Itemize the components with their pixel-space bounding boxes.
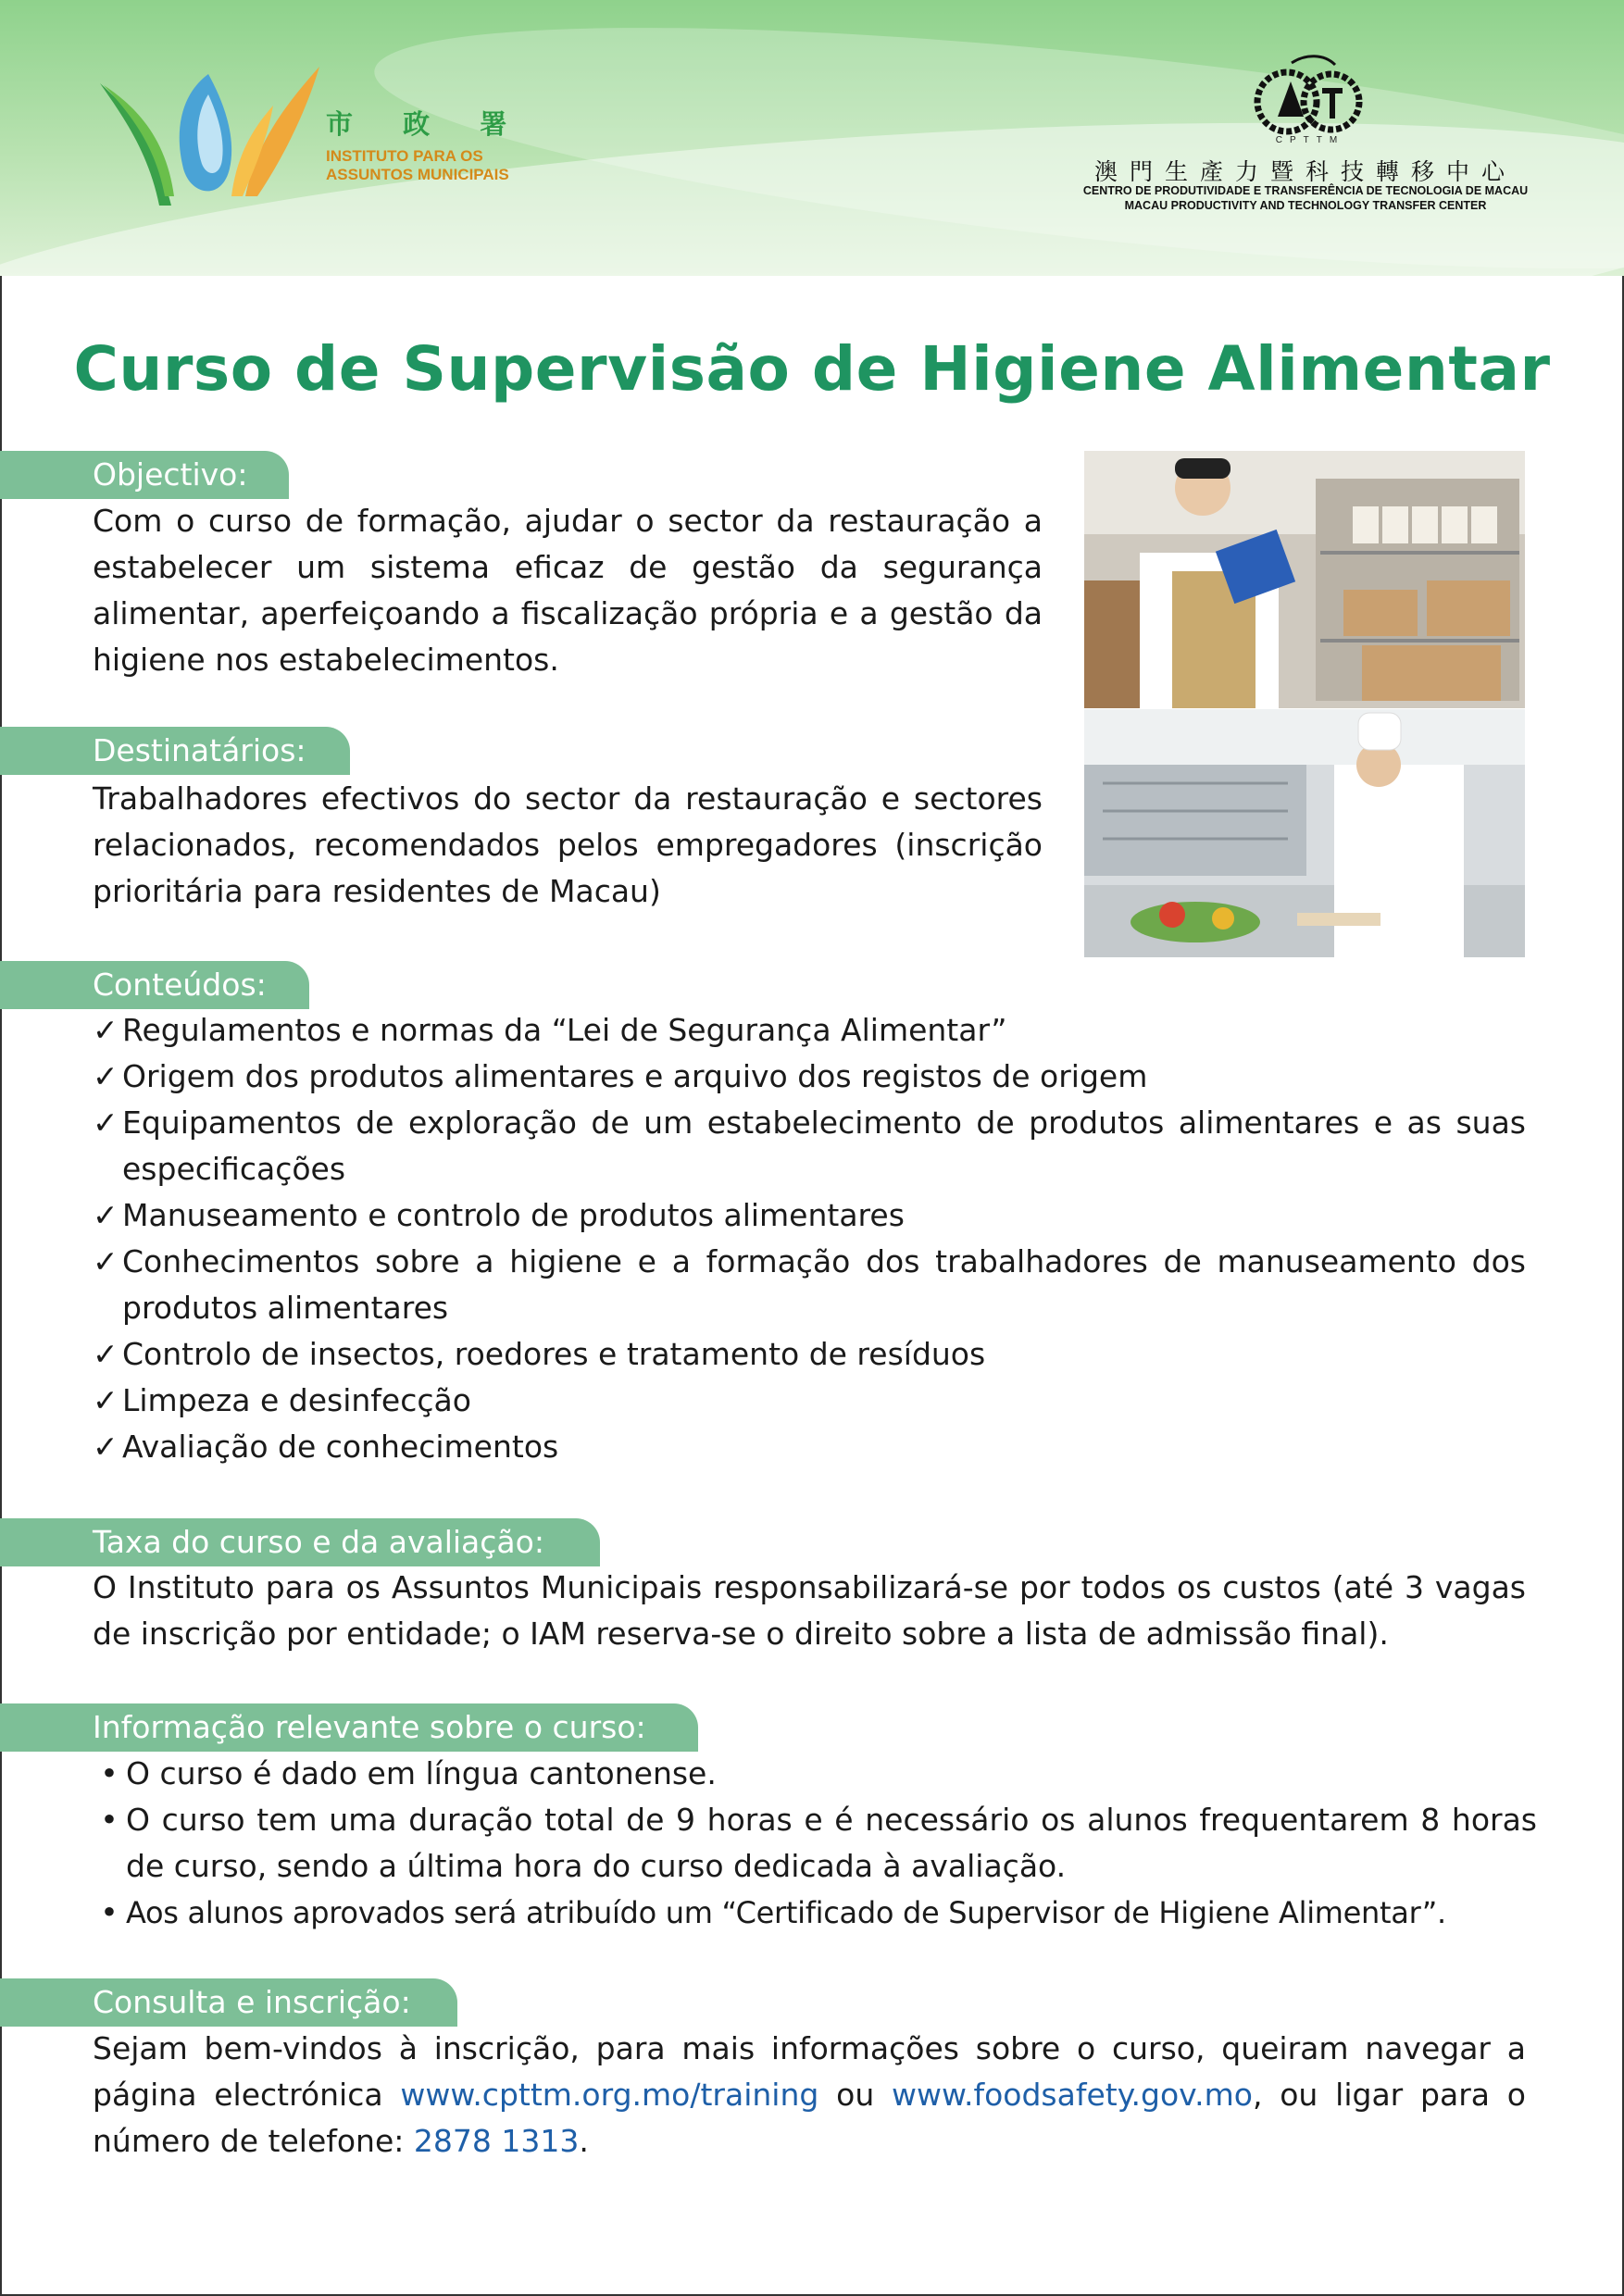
section-heading-conteudos: Conteúdos: (0, 961, 309, 1009)
list-item: ✓ Regulamentos e normas da “Lei de Segurança Alimentar” (93, 1007, 1526, 1054)
informacao-list (93, 1751, 1537, 1936)
list-item: ✓ Manuseamento e controlo de produtos alimentares (93, 1192, 1526, 1239)
section-heading-informacao: Informação relevante sobre o curso: (0, 1703, 698, 1752)
cpttm-name-pt: CENTRO DE PRODUTIVIDADE E TRANSFERÊNCIA DE TECNOLOGIA DE MACAU (1082, 184, 1529, 197)
list-item: • Aos alunos aprovados será atribuído um “Certificado de Supervisor de Higiene Alimentar”. (93, 1890, 1537, 1936)
check-icon: ✓ (93, 1429, 119, 1465)
check-icon: ✓ (93, 1336, 119, 1372)
bullet-icon: • (100, 1894, 119, 1930)
page-title: Curso de Supervisão de Higiene Alimentar (73, 333, 1551, 405)
taxa-text: O Instituto para os Assuntos Municipais responsabilizará-se por todos os custos (até 3 vagas de inscrição por entidade; o IAM reserva-se o direito sobre a lista de admissão final). (93, 1569, 1526, 1652)
objectivo-text: Com o curso de formação, ajudar o sector da restauração a estabelecer um sistema eficaz de gestão da segurança alimentar, aperfeiçoando a fiscalização própria e a gestão da higiene nos estabelecimentos. (93, 503, 1043, 678)
list-item: • O curso é dado em língua cantonense. (93, 1751, 1537, 1797)
cpttm-name-en: MACAU PRODUCTIVITY AND TECHNOLOGY TRANSFER CENTER (1124, 199, 1487, 212)
cpttm-training-link[interactable]: www.cpttm.org.mo/training (400, 2077, 819, 2113)
check-icon: ✓ (93, 1382, 119, 1418)
iam-logo-icon (93, 57, 324, 215)
section-heading-destinatarios: Destinatários: (0, 727, 350, 775)
destinatarios-text: Trabalhadores efectivos do sector da restauração e sectores relacionados, recomendados pelos empregadores (inscrição prioritária para residentes de Macau) (93, 780, 1043, 909)
check-icon: ✓ (93, 1243, 119, 1279)
list-item: ✓ Conhecimentos sobre a higiene e a formação dos trabalhadores de manuseamento dos produtos alimentares (93, 1239, 1526, 1331)
consulta-text: Sejam bem-vindos à inscrição, para mais informações sobre o curso, queiram navegar a página electrónica www.cpttm.org.mo/training ou www.foodsafety.gov.mo, ou ligar para o número de telefone: 2878 1313. (93, 2030, 1526, 2159)
iam-name-cn: 市 政 署 (326, 108, 528, 140)
iam-name-pt-line2: ASSUNTOS MUNICIPAIS (326, 166, 509, 183)
check-icon: ✓ (93, 1197, 119, 1233)
list-item: ✓ Controlo de insectos, roedores e tratamento de resíduos (93, 1331, 1526, 1378)
iam-name-pt-line1: INSTITUTO PARA OS (326, 147, 483, 165)
cpttm-logo-icon (1250, 54, 1370, 146)
section-heading-objectivo: Objectivo: (0, 451, 289, 499)
check-icon: ✓ (93, 1012, 119, 1048)
foodsafety-link[interactable]: www.foodsafety.gov.mo (892, 2077, 1253, 2113)
bullet-icon: • (100, 1802, 119, 1838)
cpttm-name-cn: 澳門生產力暨科技轉移中心 (1093, 158, 1517, 185)
check-icon: ✓ (93, 1058, 119, 1094)
iam-name (326, 104, 527, 184)
list-item: ✓ Origem dos produtos alimentares e arquivo dos registos de origem (93, 1054, 1526, 1100)
section-heading-taxa: Taxa do curso e da avaliação: (0, 1518, 600, 1566)
section-heading-consulta: Consulta e inscrição: (0, 1978, 457, 2027)
list-item: ✓ Equipamentos de exploração de um estabelecimento de produtos alimentares e as suas especificações (93, 1100, 1526, 1192)
bullet-icon: • (100, 1755, 119, 1791)
photo-chef-cutting-vegetables (1084, 709, 1525, 957)
list-item: ✓ Limpeza e desinfecção (93, 1378, 1526, 1424)
cpttm-acronym: CPTTM (1275, 135, 1345, 145)
conteudos-checklist (93, 1007, 1526, 1470)
list-item: • O curso tem uma duração total de 9 horas e é necessário os alunos frequentarem 8 horas de curso, sendo a última hora do curso dedicada à avaliação. (93, 1797, 1537, 1890)
list-item: ✓ Avaliação de conhecimentos (93, 1424, 1526, 1470)
photo-staff-reading-checklist (1084, 451, 1525, 708)
check-icon: ✓ (93, 1104, 119, 1141)
phone-number[interactable]: 2878 1313 (413, 2123, 580, 2159)
header-banner (0, 0, 1624, 276)
